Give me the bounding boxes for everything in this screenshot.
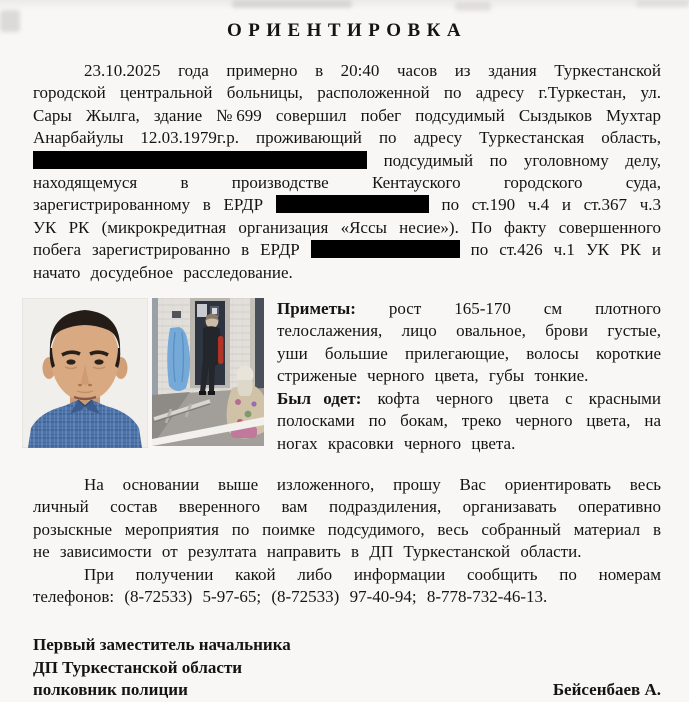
signer-position-line3: полковник полиции <box>33 680 188 700</box>
instruction-paragraph: На основании выше изложенного, прошу Вас ориентировать весь личный состав вверенного вам подраздиления, организавать оперативно розыскные мероприятия по поимке подсудимого, весь собранный материал в не зависимости от резултата направить в ДП Туркестанской области. <box>33 474 661 562</box>
contact-paragraph: При получении какой либо информации сообщить по номерам телефонов: (8-72533) 5-97-65; (8-72533) 97-40-94; 8-778-732-46-13. <box>33 564 661 606</box>
scan-smudge <box>636 0 689 7</box>
incident-text-4: по ст.426 ч.1 УК РК и начато досудебное расследование. <box>33 240 662 282</box>
document-title: ОРИЕНТИРОВКА <box>226 20 468 41</box>
photos-row <box>22 298 661 455</box>
scan-smudge <box>0 10 20 32</box>
features-label: Приметы: <box>277 299 356 319</box>
clothing-label: Был одет: <box>277 388 362 408</box>
description-column <box>277 298 661 455</box>
scan-smudge <box>455 2 491 11</box>
suspect-portrait-photo <box>22 298 148 448</box>
redaction-bar-erdr-1 <box>276 195 429 213</box>
features-text: рост 165-170 см плотного телослажения, лицо овальное, брови густые, уши большие прилегающие, волосы короткие стриженые черного цвета, губы тонкие. <box>277 299 661 386</box>
hospital-hallway-cctv-photo <box>152 298 264 446</box>
incident-text-2: подсудимый по уголовному делу, находящемуся в производстве Кентауского городского суда, зарегистрированному в ЕРДР <box>33 150 662 215</box>
signature-block <box>33 634 661 701</box>
incident-text-3: по ст.190 ч.4 и ст.367 ч.3 УК РК (микрокредитная организация «Яссы несие»). По факту совершенного побега зарегистрированно в ЕРДР <box>33 195 662 260</box>
clothing-text: кофта черного цвета с красными полосками по бокам, треко черного цвета, на ногах красовки черного цвета. <box>277 388 662 453</box>
signer-name: Бейсенбаев А. <box>552 680 661 700</box>
redaction-bar-erdr-2 <box>311 240 460 258</box>
signer-position-line1: Первый заместитель начальника <box>33 635 291 655</box>
redaction-bar-address <box>33 151 367 169</box>
signer-position-line2: ДП Туркестанской области <box>33 657 243 677</box>
scan-smudge <box>232 0 352 8</box>
incident-text-1: 23.10.2025 года примерно в 20:40 часов из здания Туркестанской городской центральной больницы, расположенной по адресу г.Туркестан, ул. Сары Жылга, здание №699 совершил побег подсудимый Сыздыков Мухтар Анарбайулы 12.03.1979г.р. проживающий по адресу Туркестанская область, <box>33 61 661 148</box>
signer-position <box>33 634 291 701</box>
incident-paragraph <box>33 60 661 284</box>
